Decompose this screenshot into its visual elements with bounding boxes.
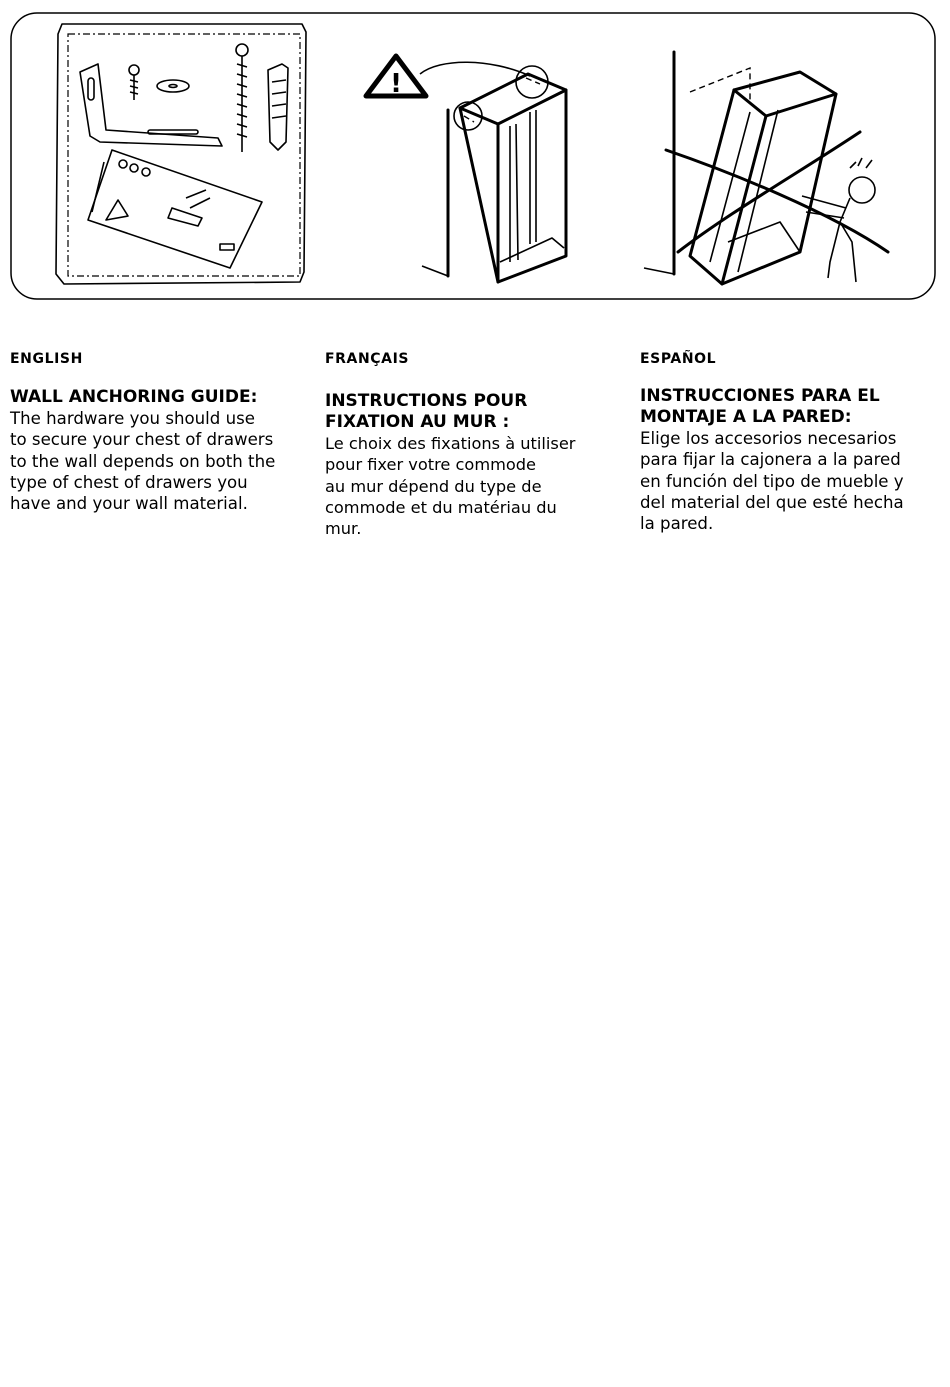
- illustration-banner: [10, 12, 936, 300]
- language-label: ENGLISH: [10, 351, 83, 367]
- section-body: Le choix des fixations à utiliser pour fixer votre commode au mur dépend du type de commode et du matériau du mur.: [325, 434, 576, 539]
- section-heading: WALL ANCHORING GUIDE:: [10, 387, 258, 407]
- section-body: Elige los accesorios necesarios para fijar la cajonera a la pared en función del tipo de mueble y del material del que esté hecha la pared.: [640, 429, 904, 534]
- section-body: The hardware you should use to secure your chest of drawers to the wall depends on both the type of chest of drawers you have and your wall material.: [10, 409, 276, 514]
- section-heading: INSTRUCCIONES PARA EL MONTAJE A LA PARED:: [640, 386, 880, 427]
- language-label: FRANÇAIS: [325, 351, 410, 367]
- language-label: ESPAÑOL: [640, 351, 717, 367]
- english-section: [10, 350, 310, 514]
- svg-text:!: !: [390, 69, 402, 99]
- section-heading: INSTRUCTIONS POUR FIXATION AU MUR :: [325, 391, 528, 432]
- french-section: [325, 350, 625, 539]
- spanish-section: [640, 350, 940, 534]
